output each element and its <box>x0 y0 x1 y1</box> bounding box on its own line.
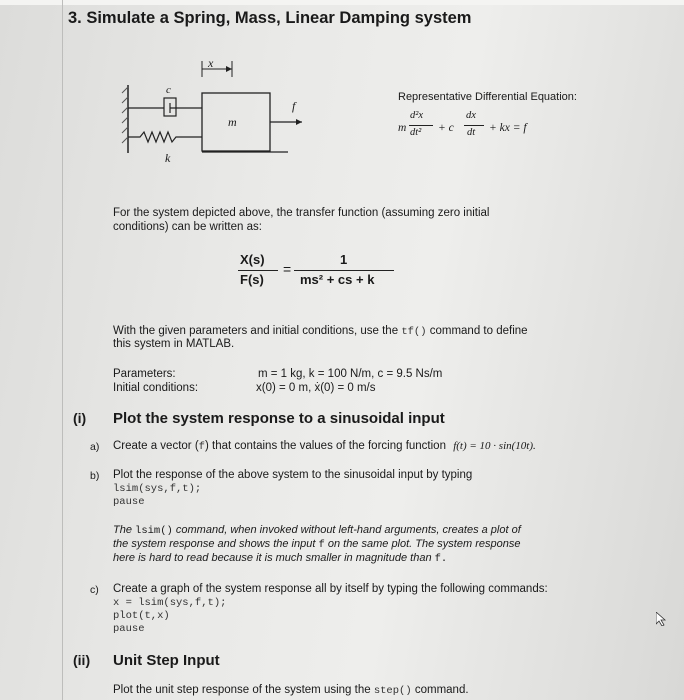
matlab-line-1 <box>113 325 528 338</box>
tf-code: tf() <box>401 326 427 338</box>
note-2-text-b: on the same plot. The system response <box>327 538 521 550</box>
note-2-text-a: the system response and shows the input <box>113 538 316 550</box>
item-c-code-1: x = lsim(sys,f,t); <box>113 597 227 609</box>
item-c-code-2: plot(t,x) <box>113 610 170 622</box>
eq-fraction-bar-2 <box>464 125 484 126</box>
intro-line-2: conditions) can be written as: <box>113 221 262 233</box>
eq-dx: dx <box>466 110 476 121</box>
page-margin-line <box>62 0 63 700</box>
tf-denominator-right: ms² + cs + k <box>300 272 375 287</box>
diagram-label-k: k <box>165 151 171 165</box>
eq-dt2: dt² <box>410 127 422 138</box>
problem-title: 3. Simulate a Spring, Mass, Linear Damping system <box>68 9 472 27</box>
item-b-letter: b) <box>90 470 100 482</box>
tf-denominator-left: F(s) <box>240 272 264 287</box>
matlab-text-b: command to define <box>429 325 528 337</box>
note-3-text-a: here is hard to read because it is much smaller in magnitude than <box>113 552 432 564</box>
item-b-code-2: pause <box>113 496 145 508</box>
eq-plus-c: + c <box>438 122 454 134</box>
section-ii-text-a: Plot the unit step response of the system using the <box>113 684 371 696</box>
initial-conditions-label: Initial conditions: <box>113 382 199 394</box>
tf-numerator-left: X(s) <box>240 252 265 267</box>
page-top-edge <box>0 0 684 5</box>
tf-fraction-bar-right <box>294 270 394 271</box>
eq-tail: + kx = f <box>489 122 527 134</box>
spring-mass-damper-diagram <box>120 55 310 165</box>
item-a-letter: a) <box>90 441 100 453</box>
initial-conditions-value: x(0) = 0 m, ẋ(0) = 0 m/s <box>256 382 376 394</box>
item-a-text <box>113 440 536 453</box>
diagram-label-f: f <box>292 99 296 113</box>
x-arrow-head <box>226 66 232 72</box>
item-c-code-3: pause <box>113 623 145 635</box>
eq-dt: dt <box>467 127 476 138</box>
note-line-2 <box>113 538 520 551</box>
eq-d2x: d²x <box>410 110 424 121</box>
diagram-label-m: m <box>228 115 237 129</box>
tf-numerator-right: 1 <box>340 252 348 267</box>
item-c-letter: c) <box>90 584 99 596</box>
eq-fraction-bar-1 <box>409 125 433 126</box>
item-b-text: Plot the response of the above system to the sinusoidal input by typing <box>113 469 473 481</box>
force-arrow-head <box>296 119 302 125</box>
parameters-value: m = 1 kg, k = 100 N/m, c = 9.5 Ns/m <box>258 368 443 380</box>
note-line-3 <box>113 552 447 565</box>
matlab-text-a: With the given parameters and initial conditions, use the <box>113 325 399 337</box>
step-code: step() <box>373 685 412 697</box>
spring-symbol <box>128 132 202 142</box>
item-b-code-1: lsim(sys,f,t); <box>113 483 202 495</box>
item-a-text-1: Create a vector ( <box>113 440 199 452</box>
note-line-1 <box>113 524 521 537</box>
section-i-title: Plot the system response to a sinusoidal input <box>113 410 445 427</box>
section-ii-text <box>113 684 469 697</box>
intro-line-1: For the system depicted above, the transfer function (assuming zero initial <box>113 207 490 219</box>
eq-m: m <box>398 122 407 134</box>
matlab-line-2: this system in MATLAB. <box>113 338 235 350</box>
note-1-code: lsim() <box>135 525 173 537</box>
note-1-text-b: command, when invoked without left-hand arguments, creates a plot of <box>175 524 521 536</box>
wall-hatching <box>122 87 128 143</box>
item-c-text: Create a graph of the system response all by itself by typing the following commands: <box>113 583 548 595</box>
section-i-number: (i) <box>73 410 87 426</box>
section-ii-title: Unit Step Input <box>113 652 220 669</box>
section-ii-text-b: command. <box>414 684 469 696</box>
representative-heading: Representative Differential Equation: <box>398 91 577 103</box>
note-2-code: f <box>318 539 325 551</box>
mouse-cursor-icon <box>656 612 668 626</box>
diagram-label-x: x <box>208 56 214 70</box>
forcing-function-formula: f(t) = 10 · sin(10t). <box>453 440 536 452</box>
damper-symbol <box>128 98 202 116</box>
tf-equals: = <box>283 261 292 277</box>
parameters-label: Parameters: <box>113 368 176 380</box>
section-ii-number: (ii) <box>73 652 91 668</box>
note-1-text-a: The <box>113 524 132 536</box>
item-a-text-2: ) that contains the values of the forcing function <box>204 440 446 452</box>
tf-fraction-bar-left <box>238 270 278 271</box>
note-3-code: f. <box>434 553 448 565</box>
item-a-code: f <box>198 441 205 453</box>
diagram-label-c: c <box>166 84 171 96</box>
